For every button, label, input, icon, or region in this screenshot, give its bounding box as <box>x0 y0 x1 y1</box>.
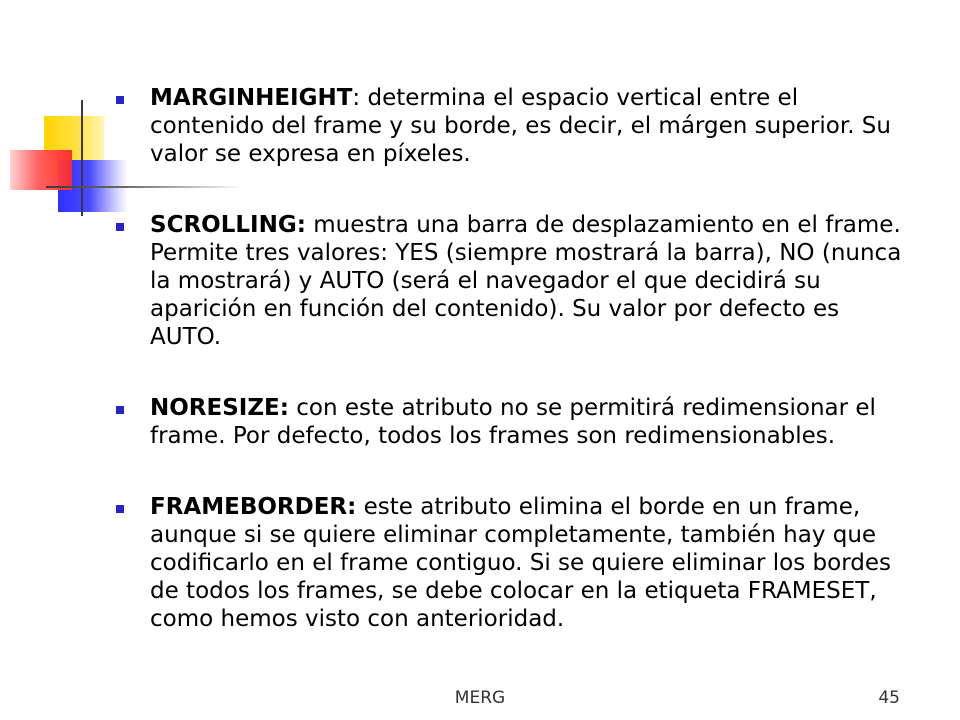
bullet-square-icon <box>116 96 124 104</box>
footer-author: MERG <box>454 688 506 708</box>
bullet-text: muestra una barra de desplazamiento en el frame. Permite tres valores: YES (siempre mostrará la barra), NO (nunca la mostrará) y AUTO (será el navegador el que decidirá su aparición en función del contenido). Su valor por defecto es AUTO. <box>150 212 902 350</box>
bullet-text: este atributo elimina el borde en un frame, aunque si se quiere eliminar completamente, también hay que codificarlo en el frame contiguo. Si se quiere eliminar los bordes de todos los frames, se debe colocar en la etiqueta FRAMESET, como hemos visto con anterioridad. <box>150 494 891 632</box>
page-number: 45 <box>878 688 900 708</box>
bullet-square-icon <box>116 223 124 231</box>
bullet-square-icon <box>116 505 124 513</box>
bullet-list <box>116 84 916 676</box>
bullet-term: FRAMEBORDER: <box>150 494 357 520</box>
bullet-item-marginheight <box>116 84 916 168</box>
bullet-term: MARGINHEIGHT <box>150 85 353 111</box>
bullet-text: con este atributo no se permitirá redimensionar el frame. Por defecto, todos los frames son redimensionables. <box>150 395 876 449</box>
bullet-term: SCROLLING: <box>150 212 306 238</box>
bullet-term: NORESIZE: <box>150 395 289 421</box>
bullet-item-noresize <box>116 394 916 450</box>
bullet-square-icon <box>116 406 124 414</box>
bullet-item-frameborder <box>116 493 916 633</box>
bullet-text: : determina el espacio vertical entre el contenido del frame y su borde, es decir, el márgen superior. Su valor se expresa en píxeles. <box>150 85 891 167</box>
vertical-divider-line <box>81 100 83 216</box>
red-square-shape <box>10 150 72 190</box>
bullet-item-scrolling <box>116 211 916 351</box>
